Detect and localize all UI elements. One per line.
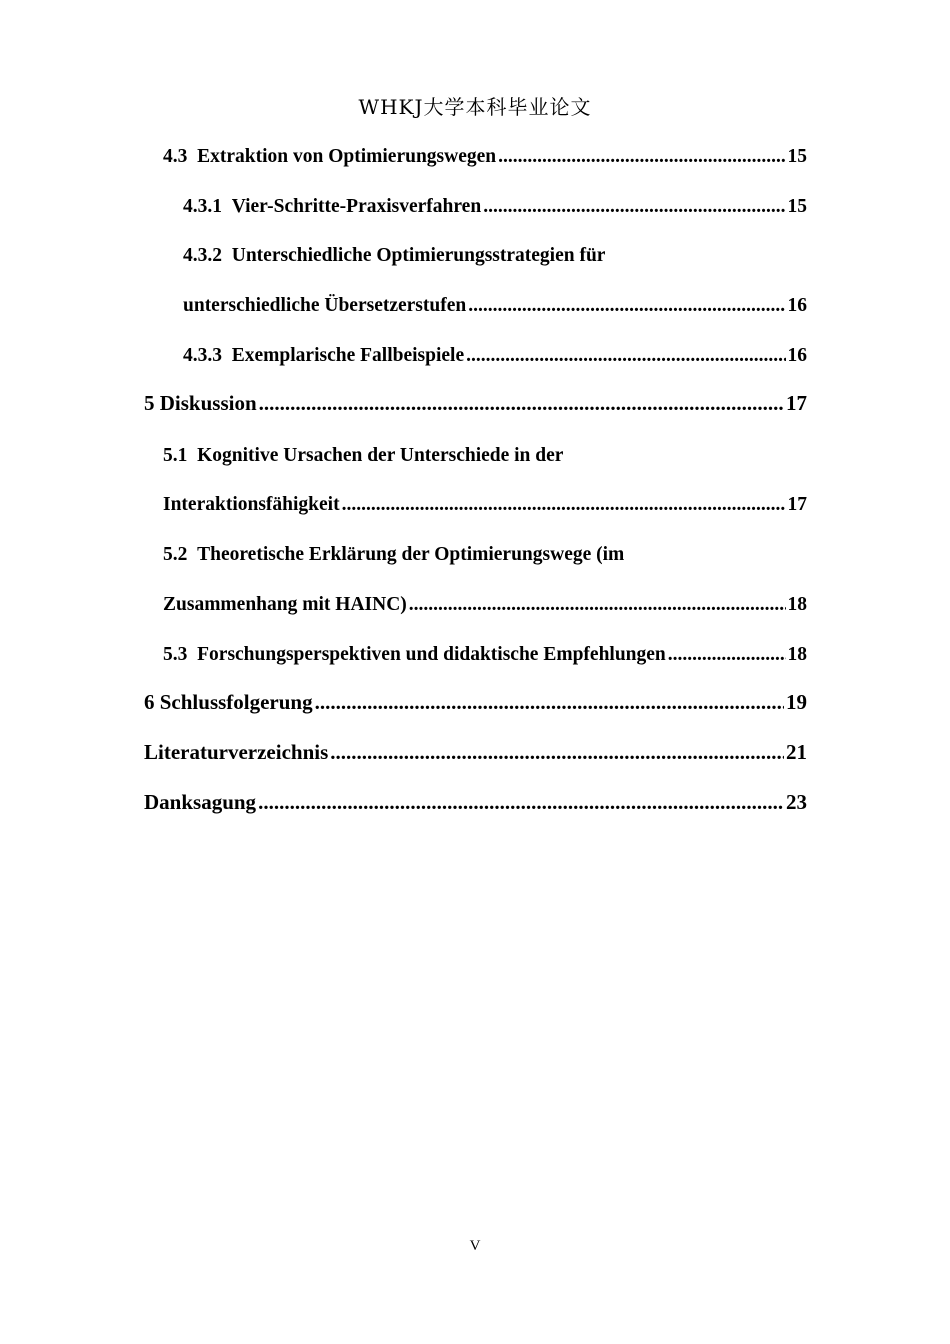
dot-leader: [468, 295, 785, 317]
toc-page-number: 19: [786, 690, 807, 714]
toc-entry-title: Literaturverzeichnis: [144, 740, 329, 764]
toc-page-number: 15: [787, 196, 807, 217]
toc-page-number: 21: [786, 740, 807, 764]
toc-entry-5[interactable]: [144, 386, 807, 416]
toc-entry-literaturverzeichnis[interactable]: [144, 735, 807, 765]
toc-entry-4-3-2-line1[interactable]: [183, 237, 605, 267]
toc-page-number: 17: [787, 494, 807, 515]
toc-entry-4-3-1[interactable]: [183, 188, 807, 218]
dot-leader: [259, 391, 784, 416]
toc-entry-number: 4.3: [163, 146, 188, 167]
toc-entry-title: Extraktion von Optimierungswegen: [197, 146, 497, 167]
toc-entry-title: Exemplarische Fallbeispiele: [231, 345, 465, 366]
toc-entry-title: Theoretische Erklärung der Optimierungswege (im: [197, 544, 625, 565]
dot-leader: [342, 494, 786, 516]
toc-entry-title: Zusammenhang mit HAINC): [163, 594, 407, 615]
toc-entry-number: 5.3: [163, 644, 188, 665]
toc-page-number: 23: [786, 790, 807, 814]
toc-entry-title: 6 Schlussfolgerung: [144, 690, 313, 714]
toc-entry-number: 4.3.1: [183, 196, 222, 217]
toc-page-number: 17: [786, 391, 807, 415]
toc-entry-title: Kognitive Ursachen der Unterschiede in der: [197, 445, 564, 466]
toc-entry-5-2-line1[interactable]: [163, 536, 624, 566]
toc-entry-number: 4.3.2: [183, 245, 222, 266]
toc-entry-5-1-line2[interactable]: [163, 486, 807, 516]
toc-entry-5-2-line2[interactable]: [163, 586, 807, 616]
toc-entry-danksagung[interactable]: [144, 785, 807, 815]
toc-page-number: 18: [787, 594, 807, 615]
toc-entry-6[interactable]: [144, 685, 807, 715]
dot-leader: [409, 594, 786, 616]
dot-leader: [668, 644, 786, 666]
dot-leader: [315, 690, 784, 715]
toc-entry-title: Unterschiedliche Optimierungsstrategien für: [231, 245, 606, 266]
dot-leader: [466, 345, 785, 367]
toc-entry-5-3[interactable]: [163, 636, 807, 666]
toc-entry-4-3-3[interactable]: [183, 337, 807, 367]
dot-leader: [258, 790, 784, 815]
dot-leader: [483, 196, 785, 218]
toc-entry-5-1-line1[interactable]: [163, 437, 563, 467]
toc-entry-4-3[interactable]: [163, 138, 807, 168]
toc-entry-number: 5.1: [163, 445, 188, 466]
toc-entry-title: 5 Diskussion: [144, 391, 257, 415]
page-header: WHKJ大学本科毕业论文: [358, 95, 592, 119]
toc-entry-title: unterschiedliche Übersetzerstufen: [183, 295, 467, 316]
dot-leader: [498, 146, 785, 168]
toc-page-number: 15: [787, 146, 807, 167]
toc-entry-number: 5.2: [163, 544, 188, 565]
toc-entry-title: Danksagung: [144, 790, 257, 814]
toc-entry-number: 4.3.3: [183, 345, 222, 366]
toc-page-number: 16: [787, 345, 807, 366]
toc-page-number: 18: [787, 644, 807, 665]
toc-page-number: 16: [787, 295, 807, 316]
page-number-footer: V: [469, 1238, 481, 1254]
toc-entry-title: Forschungsperspektiven und didaktische Empfehlungen: [197, 644, 666, 665]
toc-entry-title: Interaktionsfähigkeit: [163, 494, 340, 515]
dot-leader: [330, 740, 784, 765]
toc-entry-title: Vier-Schritte-Praxisverfahren: [231, 196, 482, 217]
toc-entry-4-3-2-line2[interactable]: [183, 287, 807, 317]
